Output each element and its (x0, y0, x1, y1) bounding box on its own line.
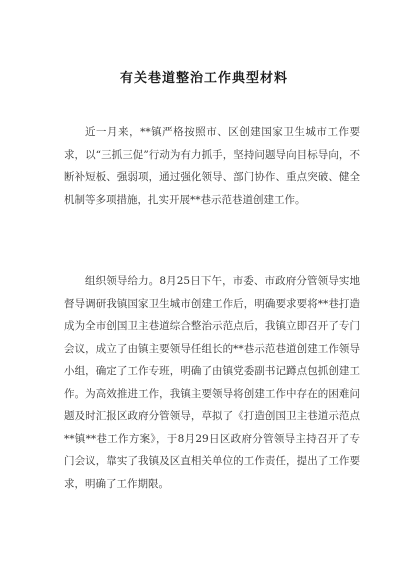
paragraph-text: 近一月来，**镇严格按照市、区创建国家卫生城市工作要求，以“三抓三促”行动为有力抓手，坚持问题导向目标导向，不断补短板、强弱项，通过强化领导、部门协作、重点突破、健全机制等多项措施，扎实开展**巷示范巷道创建工作。 (64, 126, 360, 206)
paragraph-leadership (64, 270, 360, 495)
paragraph-intro (64, 121, 360, 211)
paragraph-text: 组织领导给力。8月25日下午，市委、市政府分管领导实地督导调研我镇国家卫生城市创建工作后，明确要求要将**巷打造成为全市创国卫主巷道综合整治示范点后，我镇立即召开了专门会议，成立了由镇主要领导任组长的**巷示范巷道创建工作领导小组，确定了工作专班，明确了由镇党委副书记蹲点包抓创建工作。为高效推进工作，我镇主要领导将创建工作中存在的困难问题及时汇报区政府分管领导，草拟了《打造创国卫主巷道示范点**镇**巷工作方案》，于8月29日区政府分管领导主持召开了专门会议，靠实了我镇及区直相关单位的工作责任，提出了工作要求，明确了工作期限。 (64, 275, 360, 490)
document-title: 有关巷道整治工作典型材料 (119, 71, 288, 86)
